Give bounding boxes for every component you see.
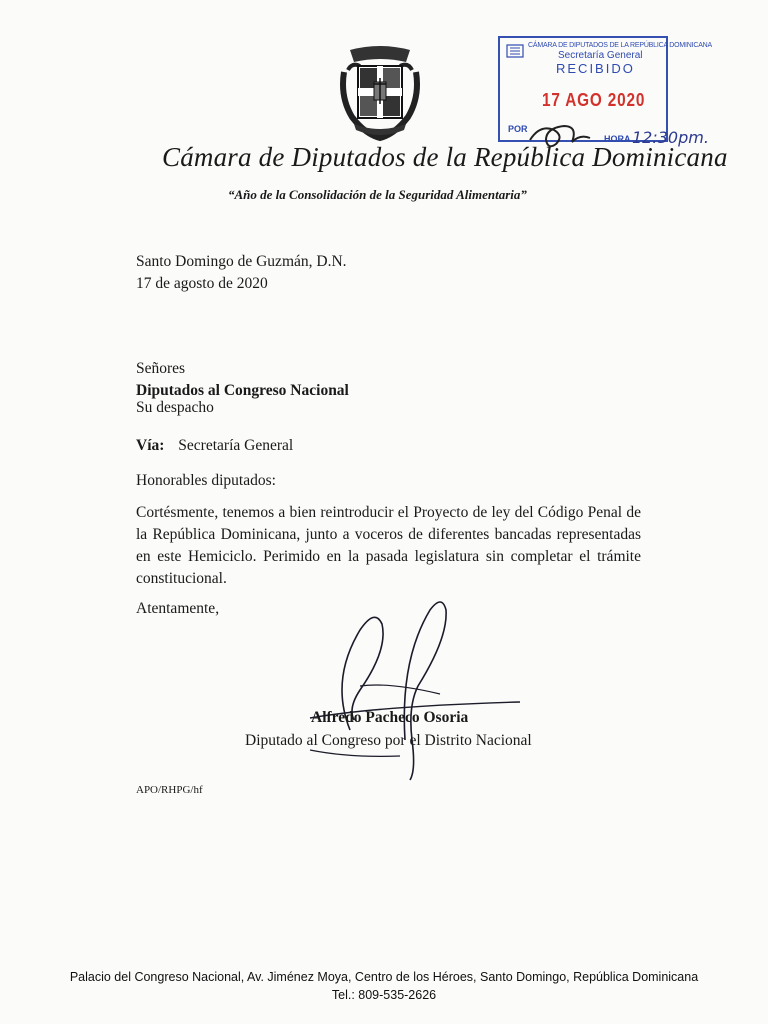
via-line: [136, 435, 293, 457]
stamp-date: 17 AGO 2020: [542, 90, 646, 110]
letter-date: 17 de agosto de 2020: [136, 275, 268, 292]
recipient-office: Su despacho: [136, 399, 214, 416]
via-label: Vía:: [136, 437, 165, 454]
stamp-handwritten-time: 12:30pm.: [632, 128, 709, 147]
footer-address: Palacio del Congreso Nacional, Av. Jiménez Moya, Centro de los Héroes, Santo Domingo, República Dominicana: [69, 970, 699, 984]
stamp-time-label: HORA: [604, 134, 631, 144]
reference-initials: APO/RHPG/hf: [136, 784, 203, 796]
stamp-department: Secretaría General: [558, 50, 643, 61]
footer: [0, 968, 768, 1004]
closing: Atentamente,: [136, 600, 220, 617]
chamber-name: Cámara de Diputados de la República Dominicana: [162, 142, 728, 172]
recipient: Diputados al Congreso Nacional: [136, 382, 349, 399]
greeting: Honorables diputados:: [136, 472, 276, 489]
letter-body: Cortésmente, tenemos a bien reintroducir el Proyecto de ley del Código Penal de la República Dominicana, junto a voceros de diferentes bancadas representadas en este Hemiciclo. Perimido en la pasada legislatura sin completar el trámite constitucional.: [136, 504, 641, 587]
salutation: Señores: [136, 360, 186, 377]
year-motto: “Año de la Consolidación de la Seguridad Alimentaria”: [228, 187, 527, 202]
footer-phone: Tel.: 809-535-2626: [331, 988, 437, 1002]
coat-of-arms-icon: [330, 42, 430, 142]
letter-place: Santo Domingo de Guzmán, D.N.: [136, 253, 347, 270]
via-value: Secretaría General: [178, 437, 294, 454]
signer-title: Diputado al Congreso por el Distrito Nacional: [245, 732, 532, 749]
stamp-status: RECIBIDO: [556, 61, 635, 76]
stamp-seal-icon: [506, 44, 524, 58]
signer-name: Alfredo Pacheco Osoria: [311, 709, 469, 726]
stamp-by-label: POR: [508, 124, 528, 134]
stamp-organization: CÁMARA DE DIPUTADOS DE LA REPÚBLICA DOMINICANA: [528, 42, 712, 49]
signature-icon: [290, 590, 530, 790]
